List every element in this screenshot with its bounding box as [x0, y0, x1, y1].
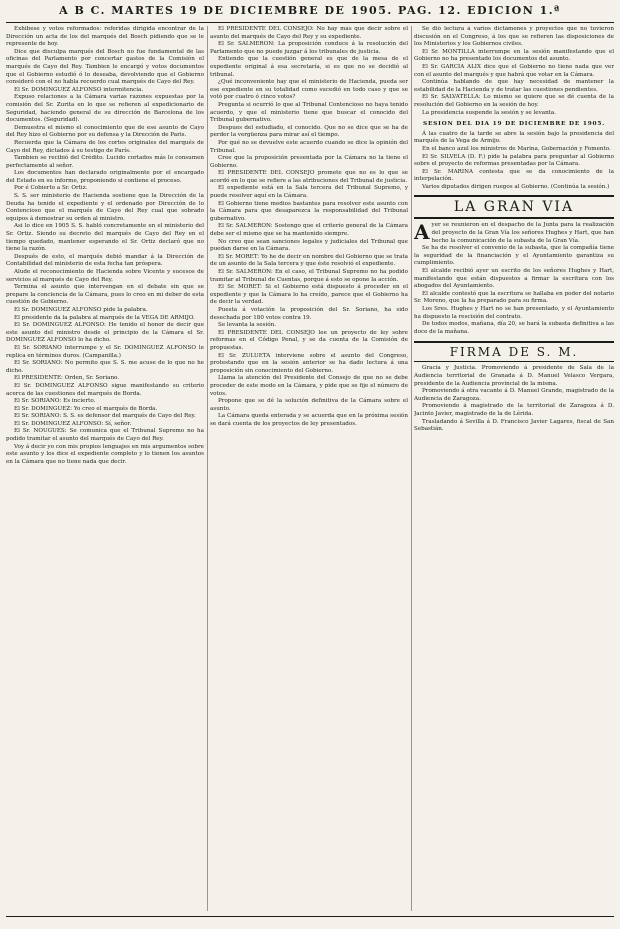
paragraph [210, 223, 408, 238]
paragraph-text: Gracia y Justicia. Promoviendo á presidente de Sala de la Audiencia territorial de Granada á D. Manuel Velasco Vergara, presidente de la Audiencia provincial de la misma. [414, 365, 614, 387]
paragraph-text: De todos modos, mañana, día 20, se hará la subasta definitiva a las doce de la mañana. [414, 321, 614, 335]
paragraph-text: No creo que sean sanciones legales y judiciales del Tribunal que puedan darse en la Cámara. [210, 238, 408, 253]
paragraph [414, 94, 614, 109]
paragraph-text: El PRESIDENTE DEL CONSEJO promete que no es lo que se acordó en lo que se refiere a las atribuciones del Tribunal de justicia. [210, 170, 408, 184]
paragraph-text: Por qué no se devuelve este acuerdo cuando se dice la opinión del Tribunal. [210, 139, 408, 154]
paragraph-text: Promoviendo á magistrado de la territorial de Zaragoza á D. Jacinto Javier, magistrado de la de Lérida. [414, 403, 614, 417]
paragraph [210, 125, 408, 140]
paragraph [6, 413, 204, 421]
paragraph [6, 125, 204, 140]
column-left [6, 26, 204, 911]
paragraph-text: El Sr. SORIANO interrumpe y el Sr. DOMINGUEZ ALFONSO le replica en términos duros. (Campanilla.) [6, 344, 204, 359]
paragraph [210, 413, 408, 428]
paragraph [6, 193, 204, 223]
paragraph [210, 269, 408, 284]
paragraph [414, 79, 614, 94]
paragraph-text: Asi lo dice en 1905 S. S. habló concretamente en el ministerio del Sr. Ortiz. Siendo su decreto del marqués de Cayo del Rey en el tiempo quedado, mantener esperando el Sr. Ortiz declaró que no tiene la razón. [6, 223, 204, 253]
paragraph-text: El Sr. DOMINGUEZ ALFONSO sigue manifestando su criterio acerca de las cuestiones del marqués de Borda. [6, 382, 204, 397]
paragraph-text: El Sr. DOMINGUEZ: Yo creo el marqués de Borda. [14, 405, 158, 412]
paragraph-text: Termina el asunto que intervengan en el debate sin que se prepare la conciencia de la Cámara, pues lo creo en mi deber de esta cuestión de Gobierno. [6, 284, 204, 306]
paragraph [210, 185, 408, 200]
paragraph-text: El Sr. MORET: Si el Gobierno está dispuesto á proceder en el expediente y que la Cámara lo ha creído, parece que el Gobierno ha de decir la verdad. [210, 284, 408, 306]
paragraph-text: El presidente da la palabra al marqués de la VEGA DE ARMIJO. [14, 314, 195, 321]
paragraph-text: El Sr. MORET: Yo he de decir en nombre del Gobierno que se trata de un asunto de la Sala tercera y que éste resolvió el expediente. [210, 253, 408, 268]
paragraph-text: yer se reunieron en el despacho de la Junta para la realización del proyecto de la Gran Vía los señores Hughes y Hart, que han hecho la comunicación de la subasta de la Gran Vía. [431, 222, 614, 244]
paragraph [6, 284, 204, 307]
paragraph-text: El PRESIDENTE DEL CONSEJO lee un proyecto de ley sobre reformas en el Código Penal, y se da cuenta de la Comisión de propuestas. [210, 329, 408, 351]
paragraph-text: Alude el reconocimiento de Hacienda sobre Vicente y sucesos de servicios al marqués de Cayo del Rey. [6, 269, 204, 283]
paragraph-text: Se ha de resolver el convenio de la subasta, que la compañía tiene la seguridad de la financiación y el Ayuntamiento garantiza su cumplimiento. [414, 245, 614, 267]
paragraph-text: Pregunta si ocurrió lo que al Tribunal Contencioso no haya tenido acuerdo, y que el ministerio tiene que buscar el conocido del Tribunal gubernativo. [210, 101, 408, 124]
paragraph-text: El PRESIDENTE: Orden, Sr. Soriano. [14, 375, 120, 382]
paragraph-text: Los Sres. Hughes y Hart no se han presentado, y el Ayuntamiento ha dispuesto la rescisión del contrato. [414, 306, 614, 320]
paragraph-text: El Sr. DOMINGUEZ ALFONSO: Sí, señor. [14, 420, 132, 427]
paragraph [210, 155, 408, 170]
paragraph-text: El Sr. SORIANO: No permito que S. S. me acuse de lo que no he dicho. [6, 360, 204, 374]
paragraph [6, 254, 204, 269]
paragraph-text: Los documentos han declarado originalmente por el encargado del Estado en su informe, proponiendo si contiene el proceso. [6, 170, 204, 184]
paragraph-text: El Sr. GARCIA ALIX dice que el Gobierno no tiene nada que ver con el asunto del marqués y que habrá que votar en la Cámara. [414, 63, 614, 78]
session-subhead: SESION DEL DIA 19 DE DICIEMBRE DE 1905. [422, 121, 606, 128]
paragraph-text: La presidencia suspende la sesión y se levanta. [422, 109, 557, 116]
paragraph-text: Despues del estudiado, el conocido. Que no se dice que se ha de perder la vergüenza para mirar así el tiempo. [210, 124, 408, 139]
column-middle [210, 26, 408, 911]
paragraph [210, 170, 408, 185]
paragraph-text: El Sr. SALVATELLA: Lo mismo se quiere que se dé cuenta de la resolución del Gobierno en la sesión de hoy. [414, 94, 614, 108]
paragraph-text: El PRESIDENTE DEL CONSEJO: No hay más que decir sobre el asunto del marqués de Cayo del Rey y su expediente. [210, 26, 408, 40]
paragraph-text: Demuestra el mismo el conocimiento que de ese asunto de Cayo del Rey hizo el Gobierno por su defensa y la Dirección de Paris. [6, 124, 204, 139]
paragraph-text: El Sr. MONTILLA interrumpe en la sesión manifestando que el Gobierno no ha presentado los documentos del asunto. [414, 48, 614, 63]
paragraph [414, 388, 614, 403]
paragraph [6, 421, 204, 429]
paragraph [6, 428, 204, 443]
paragraph-text: Por é Cobierto a Sr. Ortiz. [14, 185, 88, 192]
column-separator [207, 26, 208, 911]
paragraph [6, 185, 204, 193]
paragraph-text: El expediente está en la Sala tercera del Tribunal Supremo, y puede resolver aquí en la Cámara. [210, 185, 408, 200]
paragraph-text: El Sr. DOMINGUEZ ALFONSO intermitencia. [14, 86, 144, 93]
paragraph [414, 64, 614, 79]
paragraph [210, 375, 408, 398]
paragraph-text: S. S. ser ministerio de Hacienda sostiene que la Dirección de la Deuda ha tenido el expediente y el ordenado por Dirección de lo Contencioso que el marqués de Cayo del Rey cual que sobrado equipos á demostrar su orden al ministro. [6, 193, 204, 222]
paragraph [6, 155, 204, 170]
paragraph [210, 307, 408, 322]
paragraph-text: El Sr. MARINA contesta que se da conocimiento de la interpelación. [414, 168, 614, 183]
paragraph-text: Dice que disculpa marqués del Bosch no fue fundamental de las oficinas del Parlamento por concertar gastos de la Comisión el marqués de Cayo del Rey. Tambien le encargó y votos documentos que el Gobierno estudió ó lo deseaba, devolviendo que el Gobierno consideró con el no habla recuerdo cual marqués de Cayo del Rey. [6, 48, 204, 86]
paragraph-text: Á las cuatro de la tarde se abre la sesión bajo la presidencia del marqués de la Vega de Armijo. [414, 130, 614, 145]
paragraph [210, 140, 408, 155]
paragraph [210, 353, 408, 376]
paragraph [414, 154, 614, 169]
paragraph [414, 169, 614, 184]
paragraph [414, 245, 614, 268]
paragraph-text: Tambien se recibió del Crédito. Lucido cortados más lo consumen perfectamente al señor. [6, 155, 204, 169]
paragraph-text: Continúa hablando de que hay necesidad de mantener la estabilidad de la Hacienda y de tratar las cuestiones pendientes. [414, 79, 614, 93]
paragraph-text: El Sr. NOUGUES: Se comunica que el Tribunal Supremo no ha podido tramitar el asunto del marqués de Cayo del Rey. [6, 428, 204, 443]
paragraph [210, 322, 408, 330]
gran-via-heading: LA GRAN VIA [414, 195, 614, 219]
paragraph [414, 306, 614, 321]
paragraph [6, 170, 204, 185]
paragraph [6, 49, 204, 87]
paragraph [6, 444, 204, 467]
footer-rule [6, 916, 614, 917]
paragraph [414, 365, 614, 388]
paragraph [6, 360, 204, 375]
paragraph [414, 268, 614, 291]
paragraph [210, 26, 408, 41]
paragraph [6, 140, 204, 155]
paragraph-text: Promoviendo á otra vacante á D. Manuel Grande, magistrado de la Audiencia de Zaragoza. [414, 388, 614, 402]
drop-cap: A [414, 220, 430, 245]
paragraph-text: Entiendo que la cuestión general es que de la mesa de el expediente original á esa secretaría, si es que no se decidió al tribunal. [210, 56, 408, 78]
header-rule [6, 22, 614, 23]
paragraph-text: Después de esto, el marqués debió mandar á la Dirección de Contabilidad del ministerio de esta fecha tan próspera. [6, 253, 204, 268]
page-header: A B C. MARTES 19 DE DICIEMBRE DE 1905. PAG. 12. EDICION 1.ª [59, 4, 561, 17]
paragraph [6, 375, 204, 383]
paragraph [6, 315, 204, 323]
paragraph-text: El Sr. SORIANO: Es incierto. [14, 398, 96, 405]
paragraph-text: Exhibese y votos reformados: referidas dirigida encontrar de la Dirección un acta de los del marqués del Bosch pidiendo que se le represente de hoy. [6, 26, 204, 48]
paragraph [6, 383, 204, 398]
paragraph [210, 254, 408, 269]
paragraph-text: Se levanta la sesión. [218, 322, 276, 329]
paragraph [6, 26, 204, 49]
paragraph [210, 284, 408, 307]
paragraph-text: El alcalde contestó que la escritura se hallaba en poder del notario Sr. Moreno, que la ha preparado para su firma. [414, 290, 614, 305]
paragraph [6, 307, 204, 315]
paragraph-text: Recuerda que la Cámara de los cortes originales del marqués de Cayo del Rey, dictados á su testigo de París. [6, 139, 204, 154]
paragraph-text: Expuso relaciones a la Cámara varias razones expuestas por la comisión del Sr. Zurita en lo que se refieren al expedicionario de Seguridad, haciendo general de su dirección de Barcelona de los documentos. (Seguridad). [6, 94, 204, 124]
paragraph [414, 321, 614, 336]
paragraph [414, 291, 614, 306]
paragraph-text: El Sr. ZULUETA interviene sobre el asunto del Congreso, protestando que en la sesión anterior se ha dado lectura á una proposición sin conocimiento del Gobierno. [210, 352, 408, 374]
paragraph-text: Varios diputados dirigen ruegos al Gobierno. (Continúa la sesión.) [422, 183, 610, 190]
column-separator [411, 26, 412, 911]
paragraph [210, 41, 408, 56]
paragraph [414, 222, 614, 245]
paragraph [414, 131, 614, 146]
paragraph-text: La Cámara queda enterada y se acuerda que en la próxima sesión se dará cuenta de los proyectos de ley presentados. [210, 413, 408, 427]
paragraph [210, 79, 408, 102]
paragraph-text: El Sr. DOMINGUEZ ALFONSO: He tenido el honor de decir que este asunto del ministro desde el principio de la Cámara el Sr. DOMINGUEZ ALFONSO lo ha dicho. [6, 322, 204, 344]
paragraph-text: El Sr. SILVELA (D. F.) pide la palabra para preguntar al Gobierno sobre el proyecto de reformas presentadas por la Cámara. [414, 153, 614, 168]
firma-heading: FIRMA DE S. M. [414, 341, 614, 362]
paragraph [6, 398, 204, 406]
paragraph-text: Cree que la proposición presentada por la Cámara no la tiene el Gobierno. [210, 155, 408, 169]
paragraph [6, 223, 204, 253]
paragraph [210, 239, 408, 254]
paragraph-text: ¿Qué inconveniente hay que el ministerio de Hacienda, pueda ser ese expediente en su totalidad como sucedió en todo caso y que se votó por cuatro ó cinco votos? [210, 79, 408, 101]
paragraph-text: Voy á decir yo con mis propios lenguajes en mis argumentos sobre este asunto y los dice el expediente completo y lo tienen los asuntos en la Cámara que no tiene nada que decir. [6, 443, 204, 465]
paragraph [210, 398, 408, 413]
paragraph [414, 403, 614, 418]
paragraph [414, 184, 614, 192]
paragraph-text: Puesta á votación la proposición del Sr. Soriano, ha sido desechada por 180 votos contra 19. [210, 306, 408, 321]
column-right [414, 26, 614, 911]
paragraph [414, 49, 614, 64]
paragraph-text: El Sr. SALMERON: La proposición conduce á la resolución del Parlamento que no puede juzgar á los tribunales de justicia. [210, 41, 408, 55]
paragraph [414, 26, 614, 49]
paragraph [6, 269, 204, 284]
paragraph [210, 330, 408, 353]
paragraph-text: Llama la atención del Presidente del Consejo de que no se debe proceder de este modo en la Cámara, y pide que se fije el número de votos. [210, 375, 408, 397]
paragraph-text: El Sr. SALMERON: En el caso, el Tribunal Supremo no ha podido tramitar al Tribunal de Cuentas, porque á esto se opone la acción. [210, 269, 408, 283]
paragraph [6, 322, 204, 345]
paragraph [210, 56, 408, 79]
paragraph-text: En el banco azul los ministros de Marina, Gobernación y Fomento. [422, 145, 611, 152]
paragraph-text: El Sr. DOMINGUEZ ALFONSO pide la palabra. [14, 306, 148, 313]
paragraph-text: El Sr. SORIANO: S. S. es defensor del marqués de Cayo del Rey. [14, 413, 196, 420]
paragraph-text: El alcalde recibió ayer un escrito de los señores Hughes y Hart, manifestando que están dispuestos a firmar la escritura con los abogados del Ayuntamiento. [414, 268, 614, 290]
paragraph-text: El Sr. SALMERON: Sostengo que el criterio general de la Cámara debe ser el mismo que se ha mantenido siempre. [210, 223, 408, 238]
paragraph [6, 345, 204, 360]
paragraph [6, 94, 204, 124]
paragraph [414, 146, 614, 154]
paragraph-text: Propone que se dé la solución definitiva de la Cámara sobre el asunto. [210, 398, 408, 412]
paragraph [210, 201, 408, 224]
paragraph [210, 102, 408, 125]
paragraph-text: Se dió lectura á varios dictámenes y proyectos que no tuvieron discusión en el Congreso, á los que se refieren las disposiciones de los Ministerios y los Gobiernos civiles. [414, 26, 614, 48]
paragraph-text: El Gobierno tiene medios bastantes para resolver este asunto con la Cámara para que desaparezca la responsabilidad del Tribunal gubernativo. [210, 200, 408, 222]
paragraph-text: Trasladando á Sevilla á D. Francisco Javier Lagares, fiscal de San Sebastián. [414, 418, 614, 433]
paragraph [414, 110, 614, 118]
paragraph [414, 419, 614, 434]
